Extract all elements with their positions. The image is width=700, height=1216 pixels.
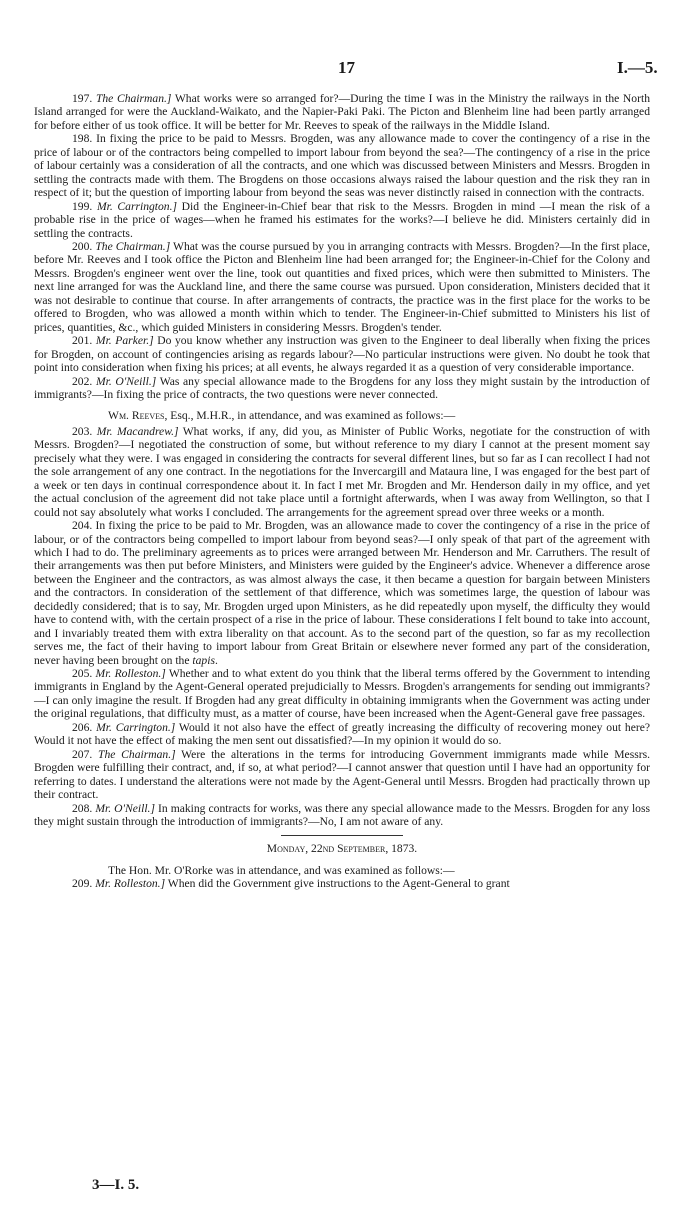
question-text: Was any special allowance made to the Brogdens for any loss they might sustain by the introduction of immigrants?—In fixing the price of contracts, the two questions were never connected. — [34, 374, 650, 401]
question-paragraph — [34, 334, 650, 374]
question-paragraph — [34, 519, 650, 667]
questions-section-2 — [34, 425, 650, 829]
question-number: 202. — [72, 374, 93, 388]
speaker-name: The Chairman.] — [95, 239, 171, 253]
question-text: Were the alterations in the terms for introducing Government immigrants made while Messrs. Brogden were fulfilling their contract, and, if so, at what period?—I cannot answer that question until I have had an opportunity for referring to dates. I understand the alterations were not made by the Agent-General until Messrs. Brogden had practically thrown up their contract. — [34, 747, 650, 802]
speaker-name: Mr. Macandrew.] — [96, 424, 179, 438]
question-number: 199. — [72, 199, 93, 213]
questions-section-1 — [34, 92, 650, 401]
question-number: 204. — [72, 519, 93, 533]
question-paragraph — [34, 721, 650, 748]
question-text: What was the course pursued by you in arranging contracts with Messrs. Brogden?—In the first place, before Mr. Reeves and I took office the Picton and Blenheim line had been arranged for; the Engineer-in-Chief for the Colony and Messrs. Brogden's engineer went over the line, took out quantities and fixed prices, which were then submitted to Ministers. The next line arranged for was the Auckland line, and there the same course was pursued. Upon consideration, Ministers decided that it was not desirable to continue that course. In after arrangements of contracts, the practice was in the first place for the works to be offered to Brogden, who was allowed a month within which to tender. The Engineer-in-Chief submitted to Ministers his list of prices, quantities, &c., which guided Ministers in considering Messrs. Brogden's tender. — [34, 239, 650, 334]
question-text: Did the Engineer-in-Chief bear that risk to the Messrs. Brogden in mind —I mean the risk of a probable rise in the price of wages—when he framed his estimates for the works?—I believe he did. Ministers certainly did in settling the contracts. — [34, 199, 650, 240]
question-number: 208. — [72, 801, 93, 815]
question-paragraph — [34, 200, 650, 240]
question-text: When did the Government give instructions to the Agent-General to grant — [165, 877, 510, 891]
page-body — [34, 92, 650, 891]
question-number: 198. — [72, 132, 93, 146]
question-text: What works, if any, did you, as Minister of Public Works, negotiate for the construction of with Messrs. Brogden?—I negotiated the construction of some, but without reference to my diary I cannot at the present moment say precisely what they were. I was engaged in considering the contracts for several different lines, but so far as I can recollect I had not the sole arrangement of any one contract. In the negotiations for the Invercargill and Mataura line, I was engaged for the best part of a week or ten days in continual correspondence about it. In fact I met Mr. Brogden and Mr. Henderson daily in my office, and yet the actual conclusion of the agreement did not take place until a fortnight afterwards, when I was away from Wellington, so that I could not say absolutely what works I concluded. The arrangements for the agreement spread over three weeks or a month. — [34, 424, 650, 519]
speaker-name: Mr. O'Neill.] — [95, 801, 155, 815]
speaker-name: Mr. Carrington.] — [96, 720, 176, 734]
speaker-name: Mr. O'Neill.] — [95, 374, 157, 388]
witness-name: Wm. Reeves, — [108, 409, 168, 423]
question-text: Do you know whether any instruction was given to the Engineer to deal liberally when fixing the prices for Brogden, on account of contingencies arising as regards labour?—No particular instructions were given. No doubt he took that point into consideration when fixing his prices; at all events, he always regarded it as a question of very considerable importance. — [34, 334, 650, 375]
section-divider — [281, 835, 403, 836]
question-paragraph — [34, 425, 650, 519]
question-number: 200. — [72, 239, 93, 253]
speaker-name: The Chairman.] — [98, 747, 176, 761]
question-number: 207. — [72, 747, 93, 761]
question-paragraph — [34, 132, 650, 199]
page-number: 17 — [338, 58, 355, 77]
session-date: Monday, 22nd September, 1873. — [266, 842, 418, 856]
question-number: 201. — [72, 334, 93, 348]
questions-section-3 — [34, 877, 650, 890]
witness-intro-text: Esq., M.H.R., in attendance, and was examined as follows:— — [167, 409, 456, 423]
question-number: 197. — [72, 92, 93, 105]
question-paragraph — [34, 748, 650, 802]
italic-term: tapis — [192, 653, 215, 667]
witness-intro-ororke: The Hon. Mr. O'Rorke was in attendance, and was examined as follows:— — [108, 863, 455, 877]
speaker-name: Mr. Rolleston.] — [95, 877, 166, 891]
question-text: What works were so arranged for?—During the time I was in the Ministry the railways in the North Island arranged for were the Auckland-Waikato, and the Napier-Paki Paki. The Picton and Blenheim line had been partly arranged for before either of us took office. It will be better for Mr. Reeves to speak of the railways in the Middle Island. — [34, 92, 650, 132]
question-text: In making contracts for works, was there any special allowance made to the Messrs. Brogden for any loss they might sustain through the introduction of immigrants?—No, I am not aware of any. — [34, 801, 650, 829]
question-text: In fixing the price to be paid to Mr. Brogden, was an allowance made to cover the contingency of a rise in the price of labour, or of the contractors being compelled to import labour from beyond seas?—I only speak of that part of the agreement with which I had to do. The preliminary agreements as to prices were arranged between Mr. Henderson and Mr. Carruthers. The result of their arrangements was then put before Ministers, and Ministers were guided by the Engineer's advice. Whenever a difference arose between the Engineer and the contractors, as was almost always the case, it then became a question for bargain between Ministers and the contractors. In consideration of the settlement of that difference, which was sometimes large, the question of labour was decidedly considered; that is to say, Mr. Brogden urged upon Ministers, as he did repeatedly upon myself, the difficulty they would have to contend with, with the certain prospect of a rise in the price of labour. These considerations I felt bound to take into account, and I invariably treated them with extra liberality on that account. As to the second part of the question, so far as my recollection serves me, the fact of their having to import labour from Great Britain or elsewhere never formed any part of the consideration, never having been brought on the — [34, 519, 651, 667]
question-number: 209. — [72, 877, 93, 891]
witness-intro-reeves — [34, 409, 650, 422]
question-paragraph — [34, 92, 650, 132]
signature-mark: 3—I. 5. — [92, 1177, 140, 1193]
speaker-name: Mr. Parker.] — [95, 334, 154, 348]
question-text: Would it not also have the effect of greatly increasing the difficulty of recovering money out here? Would it not have the effect of making the men sent out dissatisfied?—In my opinion it would do so. — [34, 720, 651, 748]
speaker-name: Mr. Carrington.] — [96, 199, 178, 213]
speaker-name: The Chairman.] — [95, 92, 172, 105]
question-text-end: . — [214, 653, 218, 667]
question-paragraph — [34, 802, 650, 829]
question-paragraph — [34, 877, 650, 890]
question-number: 203. — [72, 424, 93, 438]
question-paragraph — [34, 667, 650, 721]
question-number: 206. — [72, 720, 93, 734]
document-reference: I.—5. — [617, 58, 658, 77]
question-paragraph — [34, 375, 650, 402]
speaker-name: Mr. Rolleston.] — [95, 667, 166, 681]
question-text: Whether and to what extent do you think that the liberal terms offered by the Government to intending immigrants in England by the Agent-General operated prejudicially to Messrs. Brogden's arrangements for sending out immigrants?—I can only imagine the result. If Brogden had any great difficulty in obtaining immigrants when the Government was acting under the original regulations, that difficulty must, as a matter of course, have been increased when the Agent-General gave free passages. — [34, 667, 650, 721]
question-paragraph — [34, 240, 650, 334]
question-number: 205. — [72, 667, 93, 681]
question-text: In fixing the price to be paid to Messrs. Brogden, was any allowance made to cover the contingency of a rise in the price of labour or of the contractors being compelled to import labour from beyond the sea?—The contingency of a rise in the price of labour certainly was a consideration of all the contracts, and one which was discussed between Ministers and Messrs. Brogden in settling the contracts made with them. The Brogdens on those occasions always raised the labour question and the risk they ran in respect of it; but the question of importing labour from beyond the seas was never distinctly raised in connection with the contracts. — [34, 132, 650, 200]
